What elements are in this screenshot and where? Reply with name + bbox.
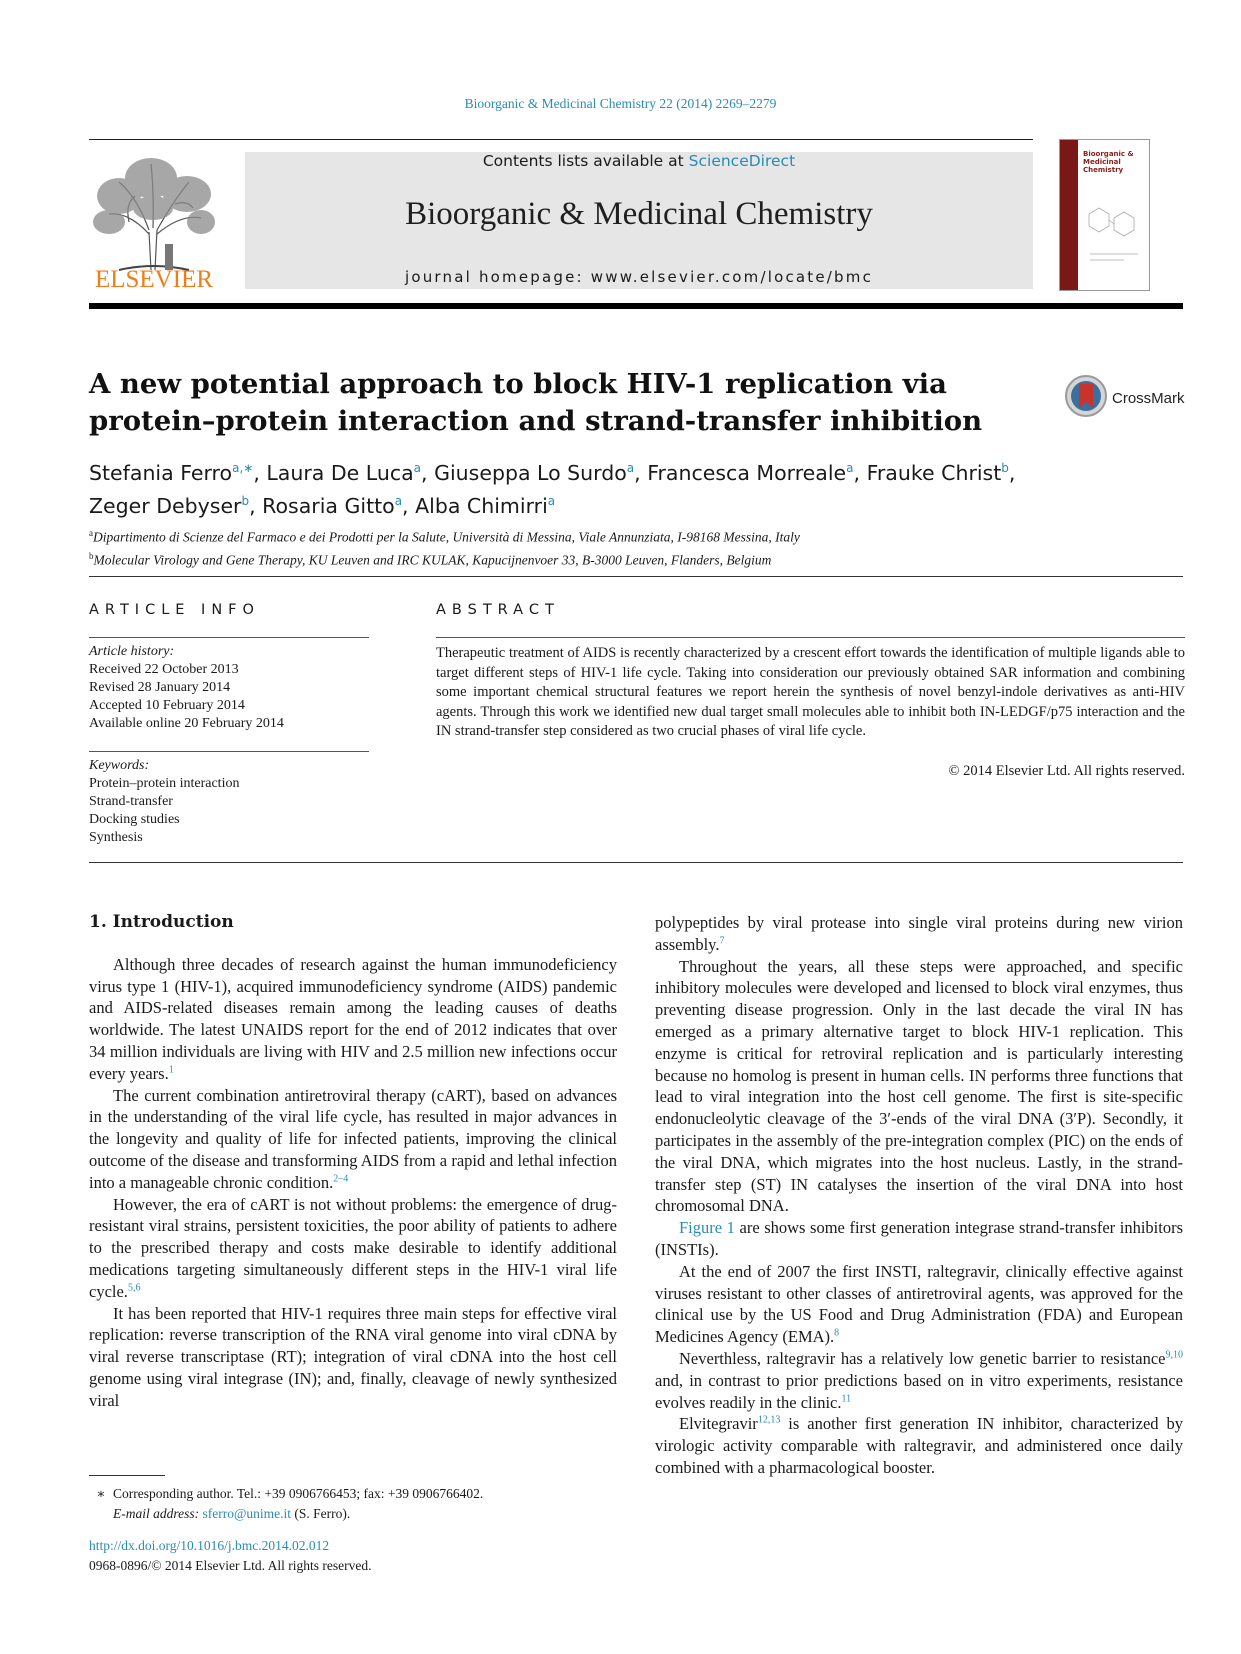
issn-line: 0968-0896/© 2014 Elsevier Ltd. All rights reserved. [89, 1558, 372, 1573]
intro-paragraph-3 [89, 1194, 617, 1303]
keywords-label: Keywords: [89, 758, 150, 773]
keywords-rule [89, 751, 369, 752]
affiliation-a [89, 524, 1189, 547]
author-name[interactable]: Alba Chimirri [415, 493, 548, 518]
history-received: Received 22 October 2013 [89, 662, 239, 677]
author-separator: , [853, 460, 867, 485]
author-affiliation-mark[interactable]: a [547, 493, 556, 508]
author-name[interactable]: Zeger Debyser [89, 493, 242, 518]
author-separator: , [421, 460, 435, 485]
author-affiliation-mark[interactable]: a [846, 461, 854, 475]
history-online: Available online 20 February 2014 [89, 716, 284, 731]
author-name[interactable]: Francesca Morreale [647, 460, 847, 485]
paragraph-text: Throughout the years, all these steps were approached, and specific inhibitory molecules were developed and licensed to block viral enzymes, thus preventing disease progression. Only in the last decade the viral IN has emerged as a primary alternative target to block HIV-1 replication. This enzyme is critical for retroviral replication and is particularly interesting because no homolog is present in human cells. IN performs three functions that lead to viral integration into the host cell genome. The first is site-specific endonucleolytic cleavage of the 3′-ends of the viral DNA (3′P). Secondly, it participates in the assembly of the pre-integration complex (PIC) on the ends of the viral DNA, which migrates into the host nucleus. Lastly, in the strand-transfer step (ST) IN catalyses the insertion of the viral DNA into host chromosomal DNA. [655, 956, 1183, 1216]
crossmark-badge[interactable] [1064, 374, 1194, 420]
author-separator: , [402, 493, 416, 518]
keyword-item: Docking studies [89, 812, 180, 827]
affiliation-text: Molecular Virology and Gene Therapy, KU Leuven and IRC KULAK, Kapucijnenvoer 33, B-3000 Leuven, Flanders, Belgium [93, 552, 772, 567]
title-line-1: A new potential approach to block HIV-1 replication via [89, 368, 947, 400]
intro-paragraph-9 [655, 1413, 1183, 1478]
corresponding-text: Corresponding author. Tel.: +39 0906766453; fax: +39 0906766402. [113, 1486, 484, 1501]
authors-line-1 [89, 454, 1189, 487]
crossmark-label: CrossMark [1112, 390, 1185, 407]
history-accepted: Accepted 10 February 2014 [89, 698, 245, 713]
affiliation-text: Dipartimento di Scienze del Farmaco e dei Prodotti per la Salute, Università di Messina, Viale Annunziata, I-98168 Messina, Italy [93, 529, 800, 545]
author-name[interactable]: Giuseppa Lo Surdo [434, 460, 627, 485]
keyword-item: Strand-transfer [89, 794, 173, 809]
paragraph-text: polypeptides by viral protease into single viral proteins during new virion assembly. [655, 913, 1183, 954]
author-list [89, 454, 1189, 520]
contents-prefix: Contents lists available at [482, 152, 689, 170]
cover-molecule-icon [1084, 184, 1144, 274]
footnote-star: ∗ [96, 1486, 106, 1501]
journal-cover-thumbnail[interactable] [1059, 139, 1150, 291]
paragraph-text: The current combination antiretroviral therapy (cART), based on advances in the understanding of the viral life cycle, has resulted in major advances in the longevity and quality of life for infected patients, improving the clinical outcome of the disease and transforming AIDS from a rapid and lethal infection into a manageable chronic condition. [89, 1085, 617, 1192]
reference-link[interactable]: 12,13 [757, 1414, 781, 1426]
paragraph-text: However, the era of cART is not without problems: the emergence of drug-resistant viral strains, persistent toxicities, the poor ability of patients to adhere to the prescribed therapy and costs make desirable to identify additional medications targeting simultaneously different steps in the HIV-1 viral life cycle. [89, 1194, 617, 1301]
footnote [89, 1484, 649, 1524]
email-link[interactable]: sferro@unime.it [202, 1506, 292, 1521]
paragraph-text: is another first generation IN inhibitor, characterized by virologic activity comparable with raltegravir, and administered once daily combined with a pharmacological booster. [655, 1414, 1183, 1477]
publisher-name: ELSEVIER [94, 266, 214, 293]
header-thick-rule [89, 303, 1183, 309]
paragraph-text: At the end of 2007 the first INSTI, raltegravir, clinically effective against viruses resistant to other classes of antiretroviral agents, was approved for the clinical use by the US Food and Drug Administration (FDA) and European Medicines Agency (EMA). [655, 1261, 1183, 1347]
author-affiliation-mark[interactable]: a [394, 493, 403, 508]
intro-paragraph-5 [655, 956, 1183, 1218]
paragraph-text: are shows some first generation integrase strand-transfer inhibitors (INSTIs). [655, 1218, 1183, 1259]
article-history [89, 643, 369, 733]
author-name[interactable]: Rosaria Gitto [262, 493, 395, 518]
cover-spine [1060, 140, 1078, 290]
author-separator: , [249, 493, 263, 518]
affiliation-mark: a [89, 528, 93, 538]
paragraph-text: Neverthless, raltegravir has a relatively low genetic barrier to resistance [679, 1348, 1166, 1368]
crossmark-icon [1064, 374, 1108, 418]
info-top-rule [89, 576, 1183, 577]
author-affiliation-mark[interactable]: a,∗ [232, 461, 254, 475]
journal-citation[interactable]: Bioorganic & Medicinal Chemistry 22 (2014) 2269–2279 [464, 96, 777, 111]
author-affiliation-mark[interactable]: b [1001, 461, 1009, 475]
email-label: E-mail address: [113, 1506, 200, 1521]
keywords [89, 757, 369, 847]
reference-link[interactable]: 2–4 [333, 1173, 349, 1185]
author-affiliation-mark[interactable]: a [413, 461, 422, 475]
affiliation-b [89, 547, 1189, 570]
doi-and-issn [89, 1536, 371, 1576]
reference-link[interactable]: 7 [719, 935, 725, 947]
history-revised: Revised 28 January 2014 [89, 680, 231, 695]
body-left-column [89, 912, 617, 1412]
journal-homepage-link[interactable]: journal homepage: www.elsevier.com/locate/bmc [404, 268, 874, 286]
author-affiliation-mark[interactable]: a [626, 461, 635, 475]
article-title [89, 366, 989, 440]
reference-link[interactable]: 1 [168, 1064, 174, 1076]
abstract-copyright: © 2014 Elsevier Ltd. All rights reserved. [948, 763, 1185, 779]
doi-link[interactable]: http://dx.doi.org/10.1016/j.bmc.2014.02.012 [89, 1538, 330, 1553]
intro-paragraph-2 [89, 1085, 617, 1194]
section-heading-introduction: 1. Introduction [89, 912, 234, 932]
abstract-bottom-rule [89, 862, 1183, 863]
author-separator: , [1008, 460, 1016, 485]
keyword-item: Synthesis [89, 830, 143, 845]
keyword-item: Protein–protein interaction [89, 776, 240, 791]
figure-1-link[interactable]: Figure 1 [679, 1218, 735, 1238]
author-separator: , [634, 460, 648, 485]
body-right-column [655, 912, 1183, 1479]
history-label: Article history: [89, 644, 175, 659]
title-line-2: protein–protein interaction and strand-transfer inhibition [89, 405, 983, 437]
corresponding-author-note [89, 1484, 649, 1504]
reference-link[interactable]: 11 [841, 1393, 852, 1405]
intro-paragraph-continued [655, 912, 1183, 956]
footnote-rule [89, 1475, 165, 1476]
intro-paragraph-8 [655, 1348, 1183, 1413]
intro-paragraph-6 [655, 1217, 1183, 1261]
journal-banner [245, 152, 1033, 289]
email-suffix: (S. Ferro). [291, 1506, 351, 1521]
author-affiliation-mark[interactable]: b [241, 493, 250, 508]
paragraph-text: Although three decades of research against the human immunodeficiency virus type 1 (HIV-1), acquired immunodeficiency syndrome (AIDS) pandemic and AIDS-related diseases remain among the leading causes of deaths worldwide. The latest UNAIDS report for the end of 2012 indicates that over 34 million individuals are living with HIV and 2.5 million new infections occur every years. [89, 954, 617, 1083]
contents-line [245, 152, 1033, 170]
reference-link[interactable]: 8 [834, 1327, 840, 1339]
paragraph-text: and, in contrast to prior predictions based on in vitro experiments, resistance evolves readily in the clinic. [655, 1370, 1183, 1412]
journal-name: Bioorganic & Medicinal Chemistry [405, 196, 873, 232]
abstract-body: Therapeutic treatment of AIDS is recently characterized by a crescent effort towards the identification of multiple ligands able to target different steps of HIV-1 life cycle. Taking into consideration our previously obtained SAR information and combining some important chemical structural features we report herein the synthesis of novel benzyl-indole derivatives as anti-HIV agents. Through this work we identified new dual target small molecules able to inhibit both IN-LEDGF/p75 interaction and the IN strand-transfer step considered as two crucial phases of viral life cycle. [436, 645, 1185, 739]
author-name[interactable]: Stefania Ferro [89, 460, 233, 485]
sciencedirect-link[interactable]: ScienceDirect [688, 152, 796, 170]
email-line [89, 1504, 649, 1524]
elsevier-logo[interactable] [89, 152, 219, 292]
paragraph-text: Elvitegravir [679, 1414, 758, 1434]
article-info-heading: ARTICLE INFO [89, 602, 260, 618]
reference-link[interactable]: 9,10 [1165, 1349, 1183, 1361]
reference-link[interactable]: 5,6 [127, 1282, 141, 1294]
article-info-rule [89, 637, 369, 638]
header-rule [89, 139, 1033, 140]
author-name[interactable]: Frauke Christ [866, 460, 1002, 485]
cover-title: Bioorganic & Medicinal Chemistry [1083, 150, 1134, 174]
intro-paragraph-1 [89, 954, 617, 1085]
intro-paragraph-4 [89, 1303, 617, 1412]
intro-paragraph-7 [655, 1261, 1183, 1348]
authors-line-2 [89, 487, 1189, 520]
affiliation-mark: b [89, 550, 94, 561]
author-name[interactable]: Laura De Luca [266, 460, 414, 485]
abstract-heading: ABSTRACT [436, 602, 560, 618]
abstract-rule [436, 637, 1185, 638]
affiliations [89, 524, 1189, 569]
paragraph-text: It has been reported that HIV-1 requires three main steps for effective viral replication: reverse transcription of the RNA viral genome into viral cDNA by viral reverse transcriptase (RT); integration of viral cDNA into the host cell genome using viral integrase (IN); and, finally, cleavage of newly synthesized viral [89, 1303, 617, 1410]
author-separator: , [253, 460, 267, 485]
